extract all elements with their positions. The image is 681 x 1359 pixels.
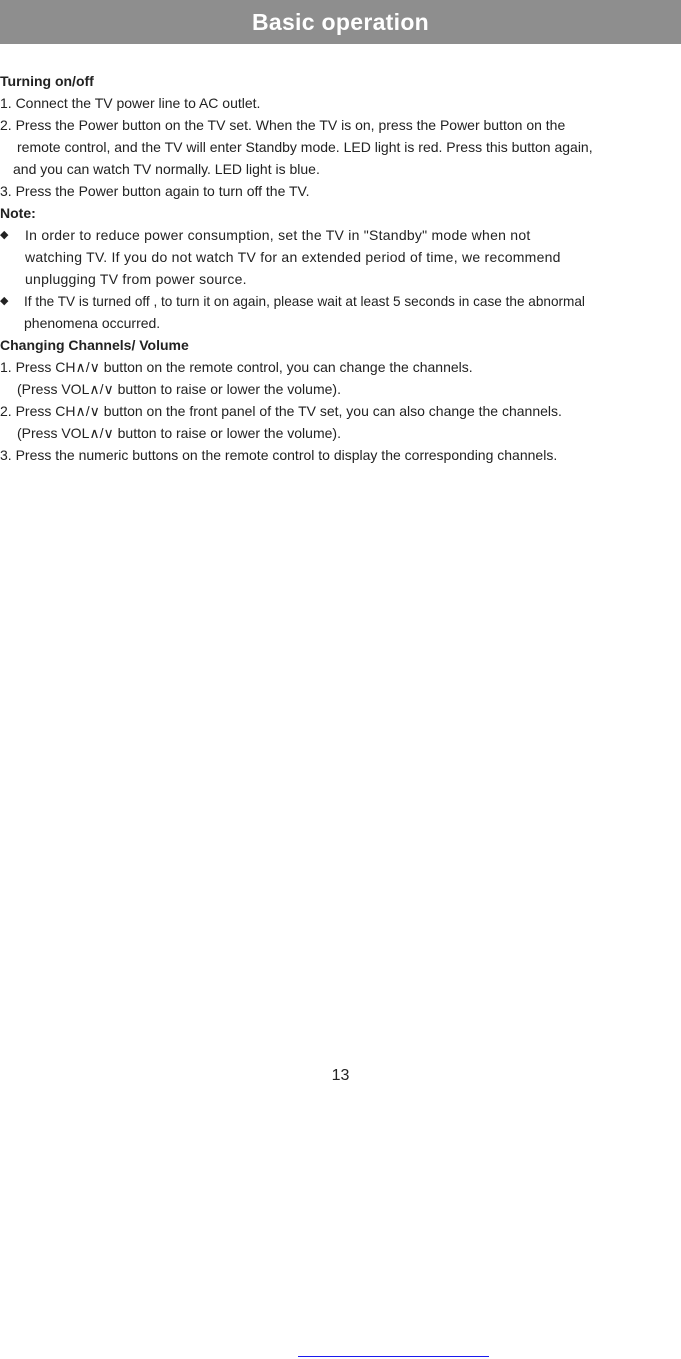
note-bullet-1 — [0, 224, 681, 246]
section-changing-channels — [0, 334, 681, 466]
note-bullet-2 — [0, 290, 681, 312]
diamond-bullet-icon: ◆ — [0, 229, 9, 241]
power-step-1: 1. Connect the TV power line to AC outlet. — [0, 95, 261, 111]
power-step-3: 3. Press the Power button again to turn off the TV. — [0, 183, 310, 199]
document-body — [0, 70, 681, 466]
channels-step-2: 2. Press CH∧/∨ button on the front panel of the TV set, you can also change the channels. — [0, 403, 562, 419]
page-number: 13 — [331, 1067, 350, 1084]
page-title: Basic operation — [251, 8, 430, 35]
section-heading-channels: Changing Channels/ Volume — [0, 337, 189, 353]
note-section — [0, 202, 681, 334]
power-step-2: 2. Press the Power button on the TV set. When the TV is on, press the Power button on the — [0, 117, 566, 133]
section-heading-power: Turning on/off — [0, 73, 94, 89]
channels-step-1-cont: (Press VOL∧/∨ button to raise or lower the volume). — [17, 381, 341, 397]
note-bullet-2-cont: phenomena occurred. — [24, 315, 161, 331]
note-bullet-1-text: In order to reduce power consumption, set the TV in "Standby" mode when not — [25, 227, 531, 243]
channels-step-3: 3. Press the numeric buttons on the remote control to display the corresponding channels. — [0, 447, 558, 463]
note-bullet-1-cont2: unplugging TV from power source. — [25, 271, 247, 287]
diamond-bullet-icon: ◆ — [0, 295, 9, 307]
channels-step-2-cont: (Press VOL∧/∨ button to raise or lower the volume). — [17, 425, 341, 441]
power-step-2-cont2: and you can watch TV normally. LED light is blue. — [13, 161, 320, 177]
section-turning-on-off — [0, 70, 681, 202]
footer-link-underline[interactable] — [298, 1356, 489, 1357]
power-step-2-cont: remote control, and the TV will enter Standby mode. LED light is red. Press this button again, — [17, 139, 593, 155]
channels-step-1: 1. Press CH∧/∨ button on the remote control, you can change the channels. — [0, 359, 473, 375]
note-bullet-1-cont: watching TV. If you do not watch TV for an extended period of time, we recommend — [25, 249, 561, 265]
note-bullet-2-text: If the TV is turned off , to turn it on again, please wait at least 5 seconds in case the abnormal — [24, 294, 585, 309]
header-bar — [0, 0, 681, 44]
note-heading: Note: — [0, 205, 36, 221]
